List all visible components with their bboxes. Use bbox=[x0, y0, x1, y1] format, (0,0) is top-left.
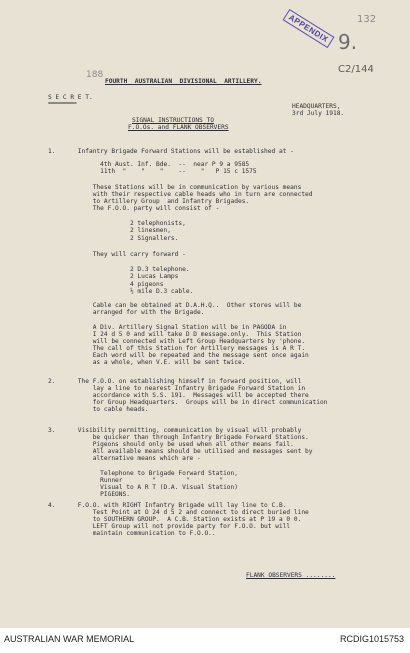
body-line: Each word will be repeated and the message sent once again bbox=[48, 352, 309, 359]
footer-archive-name: AUSTRALIAN WAR MEMORIAL bbox=[4, 634, 135, 644]
document-title: FOURTH AUSTRALIAN DIVISIONAL ARTILLERY. bbox=[105, 78, 262, 85]
body-line: A Div. Artillery Signal Station will be in PAGODA in bbox=[48, 324, 287, 331]
signature-line: FLANK OBSERVERS ........ bbox=[246, 572, 336, 579]
body-line: The call of this Station for Artillery messages is A R T. bbox=[48, 345, 306, 352]
subject-line-1: SIGNAL INSTRUCTIONS TO bbox=[132, 117, 214, 124]
body-line: 2 Signallers. bbox=[48, 235, 179, 242]
body-line: The F.O.O. party will consist of - bbox=[48, 205, 220, 212]
body-line: Cable can be obtained at D.A.H.Q.. Other stores will be bbox=[48, 302, 302, 309]
body-line: to cable heads. bbox=[48, 406, 149, 413]
body-line: LEFT Group will not provide party for F.O.O. but will bbox=[48, 523, 291, 530]
body-line: for Group Headquarters. Groups will be in direct communication bbox=[48, 399, 328, 406]
body-line: maintain communication to F.O.O.. bbox=[48, 530, 216, 537]
body-line: Telephone to Brigade Forward Station, bbox=[48, 470, 238, 477]
body-line: ½ mile D.3 cable. bbox=[48, 288, 194, 295]
secret-marking: S E C R E T. bbox=[48, 94, 93, 101]
footer-reference-code: RCDIG1015753 bbox=[339, 634, 404, 644]
body-line: 2. The F.O.O. on establishing himself in forward position, will bbox=[48, 378, 302, 385]
body-line: 2 telephonists, bbox=[48, 220, 186, 227]
body-line: 4. F.O.O. with RIGHT Infantry Brigade will lay line to C.B. bbox=[48, 502, 287, 509]
body-line: I 24 d 5 0 and will take D D message.only. This Station bbox=[48, 331, 302, 338]
body-line: to Artillery Group and Infantry Brigades. bbox=[48, 198, 250, 205]
appendix-stamp: APPENDIX bbox=[283, 9, 335, 48]
pencil-page-number: 9. bbox=[338, 30, 358, 54]
body-line: 1. Infantry Brigade Forward Stations will be established at - bbox=[48, 148, 294, 155]
body-line: arranged for with the Brigade. bbox=[48, 309, 205, 316]
pencil-reference: C2/144 bbox=[338, 64, 374, 75]
body-line: These Stations will be in communication by various means bbox=[48, 184, 302, 191]
pencil-folio-number: 132 bbox=[357, 14, 377, 25]
body-line: will be connected with Left Group Headquarters by 'phone. bbox=[48, 338, 306, 345]
document-date: 3rd July 1918. bbox=[292, 110, 345, 117]
body-line: 2 Lucas Lamps bbox=[48, 273, 179, 280]
body-line: They will carry forward - bbox=[48, 251, 186, 258]
body-line: lay a line to nearest Infantry Brigade Forward Station in bbox=[48, 385, 306, 392]
body-line: to SOUTHERN GROUP. A C.B. Station exists at P 19 a 0 0. bbox=[48, 516, 302, 523]
body-line: All available means should be utilised and messages sent by bbox=[48, 448, 313, 455]
body-line: PIGEONS. bbox=[48, 491, 130, 498]
subject-line-2: F.O.Os. and FLANK OBSERVERS bbox=[128, 124, 229, 131]
body-line: accordance with S.S. 191. Messages will be accepted there bbox=[48, 392, 309, 399]
body-line: 4th Aust. Inf. Bde. -- near P 9 a 9585 bbox=[48, 161, 250, 168]
secret-underline: ========= bbox=[48, 100, 77, 107]
body-line: 3. Visibility permitting, communication by visual will probably bbox=[48, 427, 302, 434]
body-line: with their respective cable heads who in turn are connected bbox=[48, 191, 313, 198]
body-line: 2 D.3 telephone. bbox=[48, 266, 190, 273]
headquarters-label: HEADQUARTERS, bbox=[292, 103, 341, 110]
body-line: 2 linesmen, bbox=[48, 227, 171, 234]
body-line: alternative means which are - bbox=[48, 455, 201, 462]
pencil-margin-mark: 188 bbox=[86, 70, 104, 80]
body-line: Runner " " " bbox=[48, 477, 224, 484]
body-line: Pigeons should only be used when all other means fail. bbox=[48, 441, 294, 448]
body-line: 4 pigeons bbox=[48, 281, 164, 288]
body-line: Visual to A R T (D.A. Visual Station) bbox=[48, 484, 238, 491]
body-line: Test Point at O 24 d 5 2 and connect to direct buried line bbox=[48, 509, 309, 516]
body-line: as a whole, when V.E. will be sent twice. bbox=[48, 359, 246, 366]
body-line: be quicker than through Infantry Brigade Forward Stations. bbox=[48, 434, 309, 441]
body-line: 11th " " " -- " P 15 c 1575 bbox=[48, 168, 257, 175]
